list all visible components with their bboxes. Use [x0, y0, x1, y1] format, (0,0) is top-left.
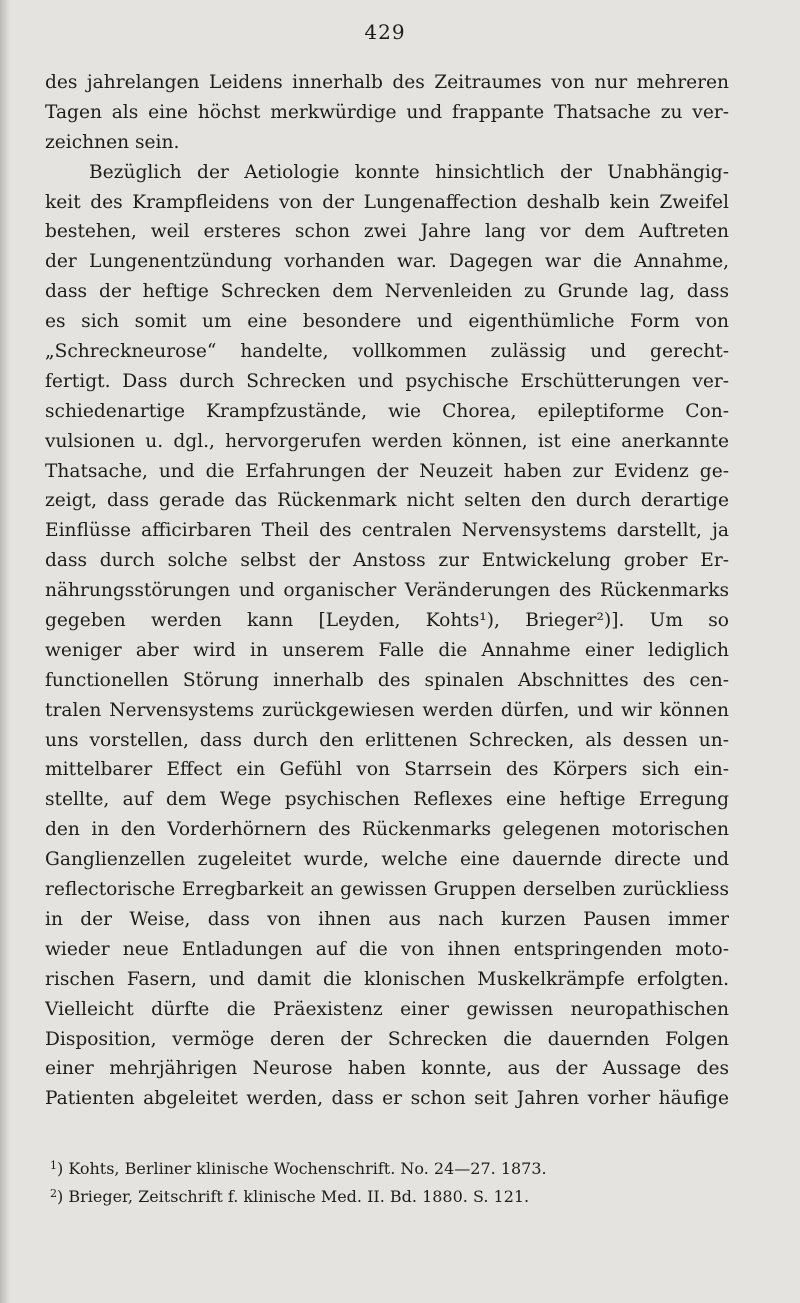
text-line: Thatsache, und die Erfahrungen der Neuzeit haben zur Evidenz ge- — [45, 460, 729, 482]
text-line: Disposition, vermöge deren der Schrecken die dauernden Folgen — [45, 1028, 729, 1050]
text-line: rischen Fasern, und damit die klonischen Muskelkrämpfe erfolgten. — [45, 968, 729, 990]
footnote-text: Kohts, Berliner klinische Wochenschrift. No. 24—27. 1873. — [68, 1159, 547, 1178]
text-line: gegeben werden kann [Leyden, Kohts¹), Brieger²)]. Um so — [45, 610, 729, 632]
footnote-marker: 2 — [50, 1187, 57, 1200]
text-line: in der Weise, dass von ihnen aus nach kurzen Pausen immer — [45, 908, 729, 930]
text-line: uns vorstellen, dass durch den erlittenen Schrecken, als dessen un- — [45, 729, 729, 751]
text-line: fertigt. Dass durch Schrecken und psychische Erschütterungen ver- — [45, 370, 729, 392]
text-line: nährungsstörungen und organischer Veränderungen des Rückenmarks — [45, 580, 729, 602]
text-line: Patienten abgeleitet werden, dass er schon seit Jahren vorher häufige — [45, 1088, 729, 1110]
text-line: tralen Nervensystems zurückgewiesen werden dürfen, und wir können — [45, 699, 729, 721]
page-number: 429 — [364, 20, 406, 44]
text-line: functionellen Störung innerhalb des spinalen Abschnittes des cen- — [45, 669, 729, 691]
text-line: wieder neue Entladungen auf die von ihnen entspringenden moto- — [45, 938, 729, 960]
footnote: $^1$) Kohts, Berliner klinische Wochenschrift. No. 24—27. 1873. — [50, 1159, 547, 1178]
footnotes — [50, 1152, 730, 1208]
text-line: keit des Krampfleidens von der Lungenaffection deshalb kein Zweifel — [45, 191, 729, 213]
text-line: Einflüsse afficirbaren Theil des centralen Nervensystems darstellt, ja — [45, 520, 729, 542]
text-line: Bezüglich der Aetiologie konnte hinsichtlich der Unabhängig- — [89, 161, 729, 183]
text-line: zeigt, dass gerade das Rückenmark nicht selten den durch derartige — [45, 490, 729, 512]
text-line: den in den Vorderhörnern des Rückenmarks gelegenen motorischen — [45, 819, 729, 841]
footnote-text: Brieger, Zeitschrift f. klinische Med. II. Bd. 1880. S. 121. — [68, 1187, 530, 1206]
text-line: weniger aber wird in unserem Falle die Annahme einer lediglich — [45, 639, 729, 661]
text-line: vulsionen u. dgl., hervorgerufen werden können, ist eine anerkannte — [45, 430, 729, 452]
text-line: „Schreckneurose“ handelte, vollkommen zulässig und gerecht- — [45, 341, 729, 363]
text-line: reflectorische Erregbarkeit an gewissen Gruppen derselben zurückliess — [45, 879, 729, 901]
footnote: $^2$) Brieger, Zeitschrift f. klinische Med. II. Bd. 1880. S. 121. — [50, 1187, 530, 1206]
text-line: einer mehrjährigen Neurose haben konnte, aus der Aussage des — [45, 1058, 729, 1080]
text-line: bestehen, weil ersteres schon zwei Jahre lang vor dem Auftreten — [45, 221, 729, 243]
text-line: stellte, auf dem Wege psychischen Reflexes eine heftige Erregung — [45, 789, 729, 811]
text-line: Vielleicht dürfte die Präexistenz einer gewissen neuropathischen — [45, 998, 729, 1020]
body-text — [45, 68, 729, 1114]
text-line: dass durch solche selbst der Anstoss zur Entwickelung grober Er- — [45, 550, 729, 572]
text-line: schiedenartige Krampfzustände, wie Chorea, epileptiforme Con- — [45, 400, 729, 422]
text-line: Tagen als eine höchst merkwürdige und frappante Thatsache zu ver- — [45, 101, 729, 123]
footnote-marker: 1 — [50, 1159, 57, 1172]
text-line: der Lungenentzündung vorhanden war. Dagegen war die Annahme, — [45, 251, 729, 273]
text-line: es sich somit um eine besondere und eigenthümliche Form von — [45, 311, 729, 333]
text-line: mittelbarer Effect ein Gefühl von Starrsein des Körpers sich ein- — [45, 759, 729, 781]
text-line: des jahrelangen Leidens innerhalb des Zeitraumes von nur mehreren — [45, 72, 729, 93]
text-line: zeichnen sein. — [45, 131, 180, 153]
text-line: dass der heftige Schrecken dem Nervenleiden zu Grunde lag, dass — [45, 281, 729, 303]
text-line: Ganglienzellen zugeleitet wurde, welche eine dauernde directe und — [45, 849, 729, 871]
